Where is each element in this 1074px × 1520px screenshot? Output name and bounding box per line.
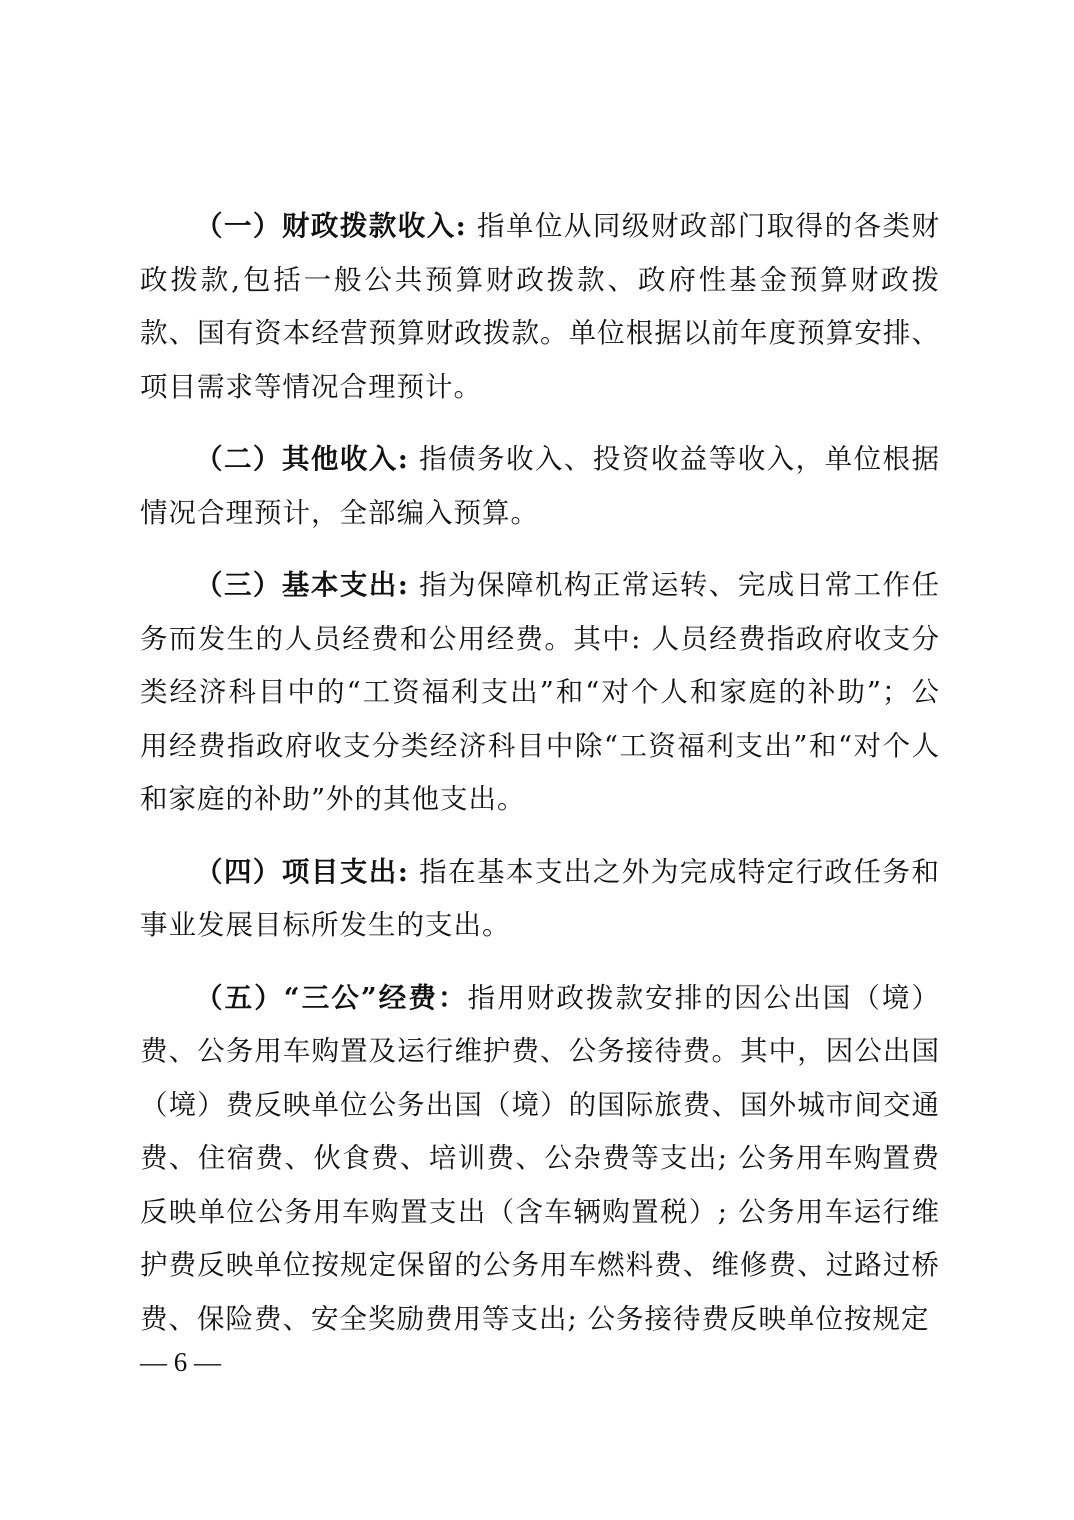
paragraph-basic-expenditure bbox=[140, 559, 940, 827]
definition-project-expenditure: 指在基本支出之外为完成特定行政任务和事业发展目标所发生的支出。 bbox=[140, 855, 940, 941]
paragraph-project-expenditure bbox=[140, 846, 940, 953]
term-project-expenditure: （四）项目支出: bbox=[195, 855, 409, 888]
document-body bbox=[140, 200, 940, 1346]
term-other-income: （二）其他收入: bbox=[195, 443, 409, 475]
term-fiscal-appropriation-income: （一）财政拨款收入: bbox=[195, 210, 467, 242]
paragraph-fiscal-appropriation-income bbox=[140, 200, 940, 414]
paragraph-three-public-expenses bbox=[140, 972, 940, 1347]
term-three-public-expenses: （五）“三公”经费： bbox=[195, 981, 468, 1014]
definition-three-public-expenses: 指用财政拨款安排的因公出国（境）费、公务用车购置及运行维护费、公务接待费。其中，因公出国（境）费反映单位公务出国（境）的国际旅费、国外城市间交通费、住宿费、伙食费、培训费、公杂费等支出; 公务用车购置费反映单位公务用车购置支出（含车辆购置税）; 公务用车运行维护费反映单位按规定保留的公务用车燃料费、维修费、过路过桥费、保险费、安全奖励费用等支出; 公务接待费反映单位按规定 bbox=[140, 981, 941, 1335]
definition-basic-expenditure: 指为保障机构正常运转、完成日常工作任务而发生的人员经费和公用经费。其中: 人员经费指政府收支分类经济科目中的“工资福利支出”和“对个人和家庭的补助”；公用经费指政府收支分类经济科目中除“工资福利支出”和“对个人和家庭的补助”外的其他支出。 bbox=[140, 569, 940, 815]
paragraph-other-income bbox=[140, 433, 940, 540]
definition-other-income: 指债务收入、投资收益等收入，单位根据情况合理预计，全部编入预算。 bbox=[140, 443, 940, 529]
page-number: — 6 — bbox=[140, 1347, 221, 1377]
term-basic-expenditure: （三）基本支出: bbox=[195, 569, 409, 601]
definition-fiscal-appropriation-income: 指单位从同级财政部门取得的各类财政拨款,包括一般公共预算财政拨款、政府性基金预算财政拨款、国有资本经营预算财政拨款。单位根据以前年度预算安排、项目需求等情况合理预计。 bbox=[140, 210, 940, 403]
